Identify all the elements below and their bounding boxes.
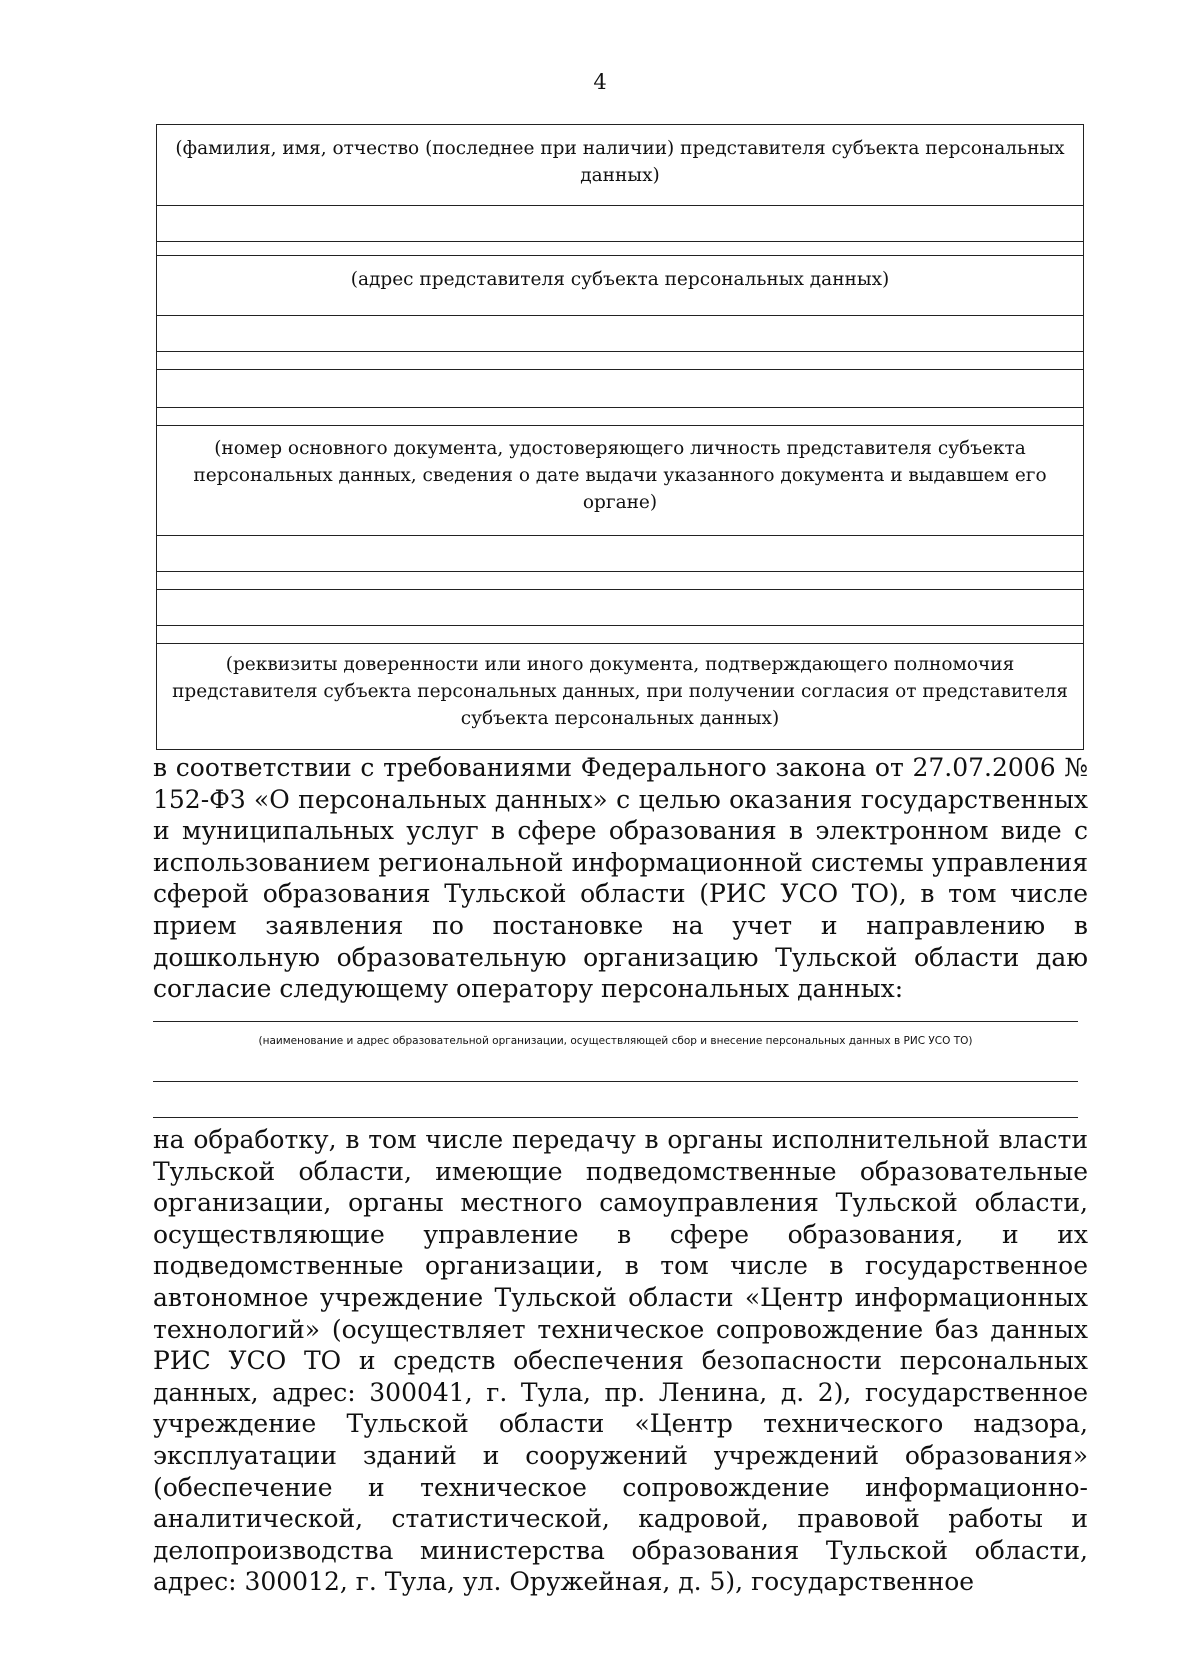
paragraph-processing: на обработку, в том числе передачу в органы исполнительной власти Тульской области, имеющие подведомственные образовательные организации, органы местного самоуправления Тульской области, осуществляющие управление в сфере образования, и их подведомственные организации, в том числе в государственное автономное учреждение Тульской области «Центр информационных технологий» (осуществляет техническое сопровождение баз данных РИС УСО ТО и средств обеспечения безопасности персональных данных, адрес: 300041, г. Тула, пр. Ленина, д. 2), государственное учреждение Тульской области «Центр технического надзора, эксплуатации зданий и сооружений учреждений образования» (обеспечение и техническое сопровождение информационно-аналитической, статистической, кадровой, правовой работы и делопроизводства министерства образования Тульской области, адрес: 300012, г. Тула, ул. Оружейная, д. 5), государственное (153, 1125, 1088, 1597)
operator-fill-line[interactable] (153, 1021, 1078, 1022)
row-divider (157, 535, 1083, 536)
row-divider (157, 205, 1083, 206)
fill-line[interactable] (157, 241, 1083, 242)
row-divider (157, 425, 1083, 426)
fill-line[interactable] (157, 407, 1083, 408)
row-divider (157, 255, 1083, 256)
row-divider (157, 643, 1083, 644)
fill-line[interactable] (157, 351, 1083, 352)
representative-form-table (156, 124, 1084, 750)
operator-fill-line-3[interactable] (153, 1117, 1078, 1118)
caption-representative-name: (фамилия, имя, отчество (последнее при наличии) представителя субъекта персональных данных) (175, 138, 1065, 186)
fill-line[interactable] (157, 625, 1083, 626)
fill-line[interactable] (157, 571, 1083, 572)
row-divider (157, 589, 1083, 590)
operator-caption: (наименование и адрес образовательной организации, осуществляющей сбор и внесение персональных данных в РИС УСО ТО) (258, 1035, 973, 1047)
caption-identity-document: (номер основного документа, удостоверяющего личность представителя субъекта персональных данных, сведения о дате выдачи указанного документа и выдавшем его органе) (193, 438, 1047, 513)
row-divider (157, 315, 1083, 316)
page-number: 4 (593, 70, 607, 94)
caption-power-of-attorney: (реквизиты доверенности или иного документа, подтверждающего полномочия представителя субъекта персональных данных, при получении согласия от представителя субъекта персональных данных) (172, 654, 1068, 729)
paragraph-consent: в соответствии с требованиями Федерального закона от 27.07.2006 № 152-ФЗ «О персональных данных» с целью оказания государственных и муниципальных услуг в сфере образования в электронном виде с использованием региональной информационной системы управления сферой образования Тульской области (РИС УСО ТО), в том числе прием заявления по постановке на учет и направлению в дошкольную образовательную организацию Тульской области даю согласие следующему оператору персональных данных: (153, 753, 1088, 1004)
row-divider (157, 369, 1083, 370)
operator-fill-line-2[interactable] (153, 1081, 1078, 1082)
caption-representative-address: (адрес представителя субъекта персональных данных) (350, 269, 890, 290)
